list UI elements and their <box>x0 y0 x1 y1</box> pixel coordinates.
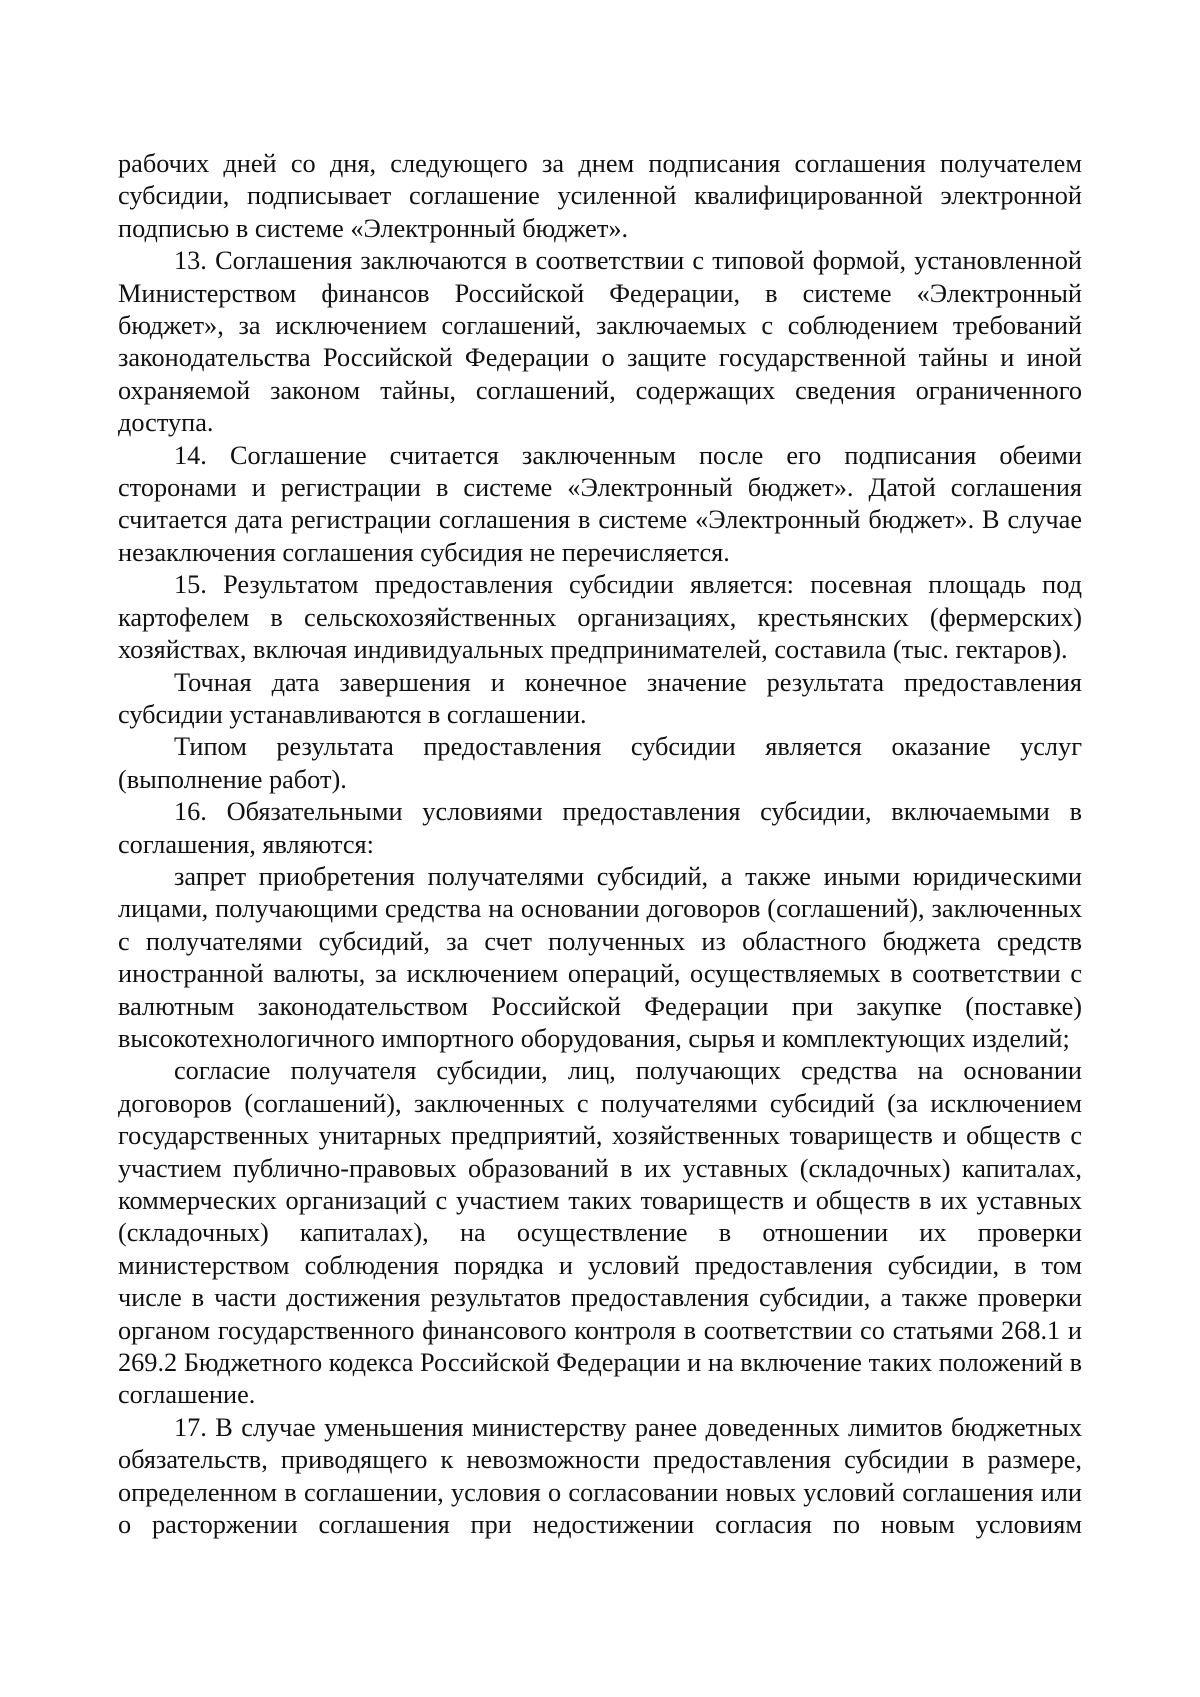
paragraph-result-type: Типом результата предоставления субсидии является оказание услуг (выполнение работ). <box>118 732 1082 794</box>
paragraph-16-prohibition: запрет приобретения получателями субсидий, а также иными юридическими лицами, получающими средства на основании договоров (соглашений), заключенных с получателями субсидий, за счет полученных из областного бюджета средств иностранной валюты, за исключением операций, осуществляемых в соответствии с валютным законодательством Российской Федерации при закупке (поставке) высокотехнологичного импортного оборудования, сырья и комплектующих изделий; <box>118 861 1082 1053</box>
paragraph-15: 15. Результатом предоставления субсидии является: посевная площадь под картофелем в сельскохозяйственных организациях, крестьянских (фермерских) хозяйствах, включая индивидуальных предпринимателей, составила (тыс. гектаров). <box>118 570 1082 665</box>
paragraph-17: 17. В случае уменьшения министерству ранее доведенных лимитов бюджетных обязательств, приводящего к невозможности предоставления субсидии в размере, определенном в соглашении, условия о согласовании новых условий соглашения или о расторжении соглашения при недостижении согласия по новым условиям <box>118 1412 1082 1540</box>
paragraph-continuation: рабочих дней со дня, следующего за днем подписания соглашения получателем субсидии, подписывает соглашение усиленной квалифицированной электронной подписью в системе «Электронный бюджет». <box>118 149 1082 243</box>
paragraph-13: 13. Соглашения заключаются в соответствии с типовой формой, установленной Министерством финансов Российской Федерации, в системе «Электронный бюджет», за исключением соглашений, заключаемых с соблюдением требований законодательства Российской Федерации о защите государственной тайны и иной охраняемой законом тайны, соглашений, содержащих сведения ограниченного доступа. <box>118 246 1082 438</box>
document-page <box>118 148 1082 1541</box>
paragraph-result-date: Точная дата завершения и конечное значение результата предоставления субсидии устанавливаются в соглашении. <box>118 667 1082 729</box>
paragraph-16: 16. Обязательными условиями предоставления субсидии, включаемыми в соглашения, являются: <box>118 797 1082 859</box>
paragraph-16-consent: согласие получателя субсидии, лиц, получающих средства на основании договоров (соглашений), заключенных с получателями субсидий (за исключением государственных унитарных предприятий, хозяйственных товариществ и обществ с участием публично-правовых образований в их уставных (складочных) капиталах, коммерческих организаций с участием таких товариществ и обществ в их уставных (складочных) капиталах), на осуществление в отношении их проверки министерством соблюдения порядка и условий предоставления субсидии, в том числе в части достижения результатов предоставления субсидии, а также проверки органом государственного финансового контроля в соответствии со статьями 268.1 и 269.2 Бюджетного кодекса Российской Федерации и на включение таких положений в соглашение. <box>118 1056 1082 1410</box>
paragraph-14: 14. Соглашение считается заключенным после его подписания обеими сторонами и регистрации в системе «Электронный бюджет». Датой соглашения считается дата регистрации соглашения в системе «Электронный бюджет». В случае незаключения соглашения субсидия не перечисляется. <box>118 440 1082 567</box>
